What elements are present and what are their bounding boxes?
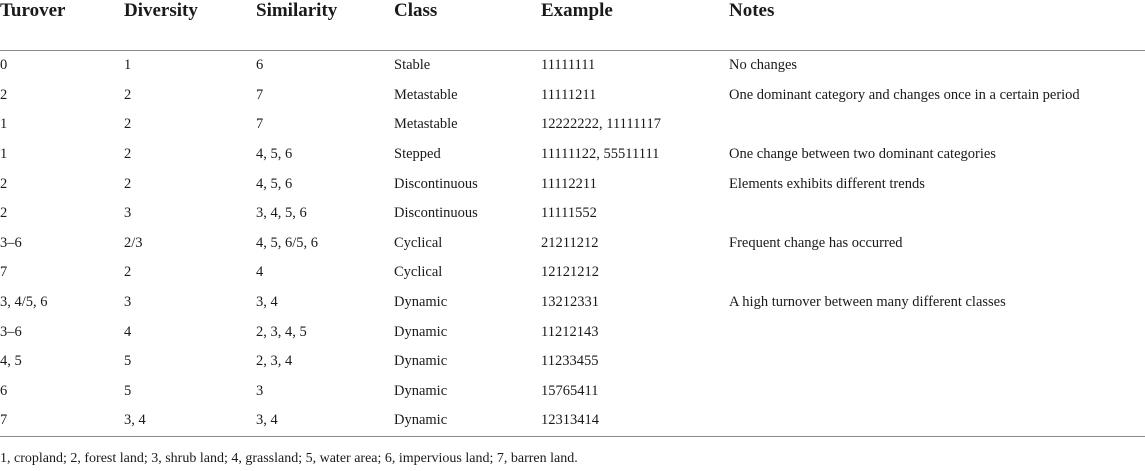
cell-turover: 4, 5 [0,353,22,370]
cell-notes [729,110,1145,140]
cell-notes: One dominant category and changes once in a certain period [729,86,1080,103]
header-class: Class [394,0,541,51]
cell-example: 11111122, 55511111 [541,146,660,163]
cell-turover: 1 [0,146,8,163]
cell-diversity: 2 [124,175,132,192]
header-similarity: Similarity [256,0,394,51]
cell-class: Metastable [394,116,458,133]
cell-diversity: 5 [124,353,132,370]
cell-similarity: 2, 3, 4 [256,353,293,370]
cell-turover: 3, 4/5, 6 [0,294,48,311]
cell-turover: 1 [0,116,8,133]
cell-turover: 7 [0,264,8,281]
cell-class: Cyclical [394,234,443,251]
cell-similarity: 3 [256,382,264,399]
cell-similarity: 3, 4, 5, 6 [256,205,307,222]
cell-diversity: 5 [124,382,132,399]
table-row [0,81,1145,111]
cell-notes [729,406,1145,436]
cell-turover: 3–6 [0,234,22,251]
cell-notes: One change between two dominant categories [729,146,996,163]
table-footnote: 1, cropland; 2, forest land; 3, shrub land; 4, grassland; 5, water area; 6, impervious land; 7, barren land. [0,451,578,466]
cell-notes: Frequent change has occurred [729,234,903,251]
cell-diversity: 1 [124,57,132,74]
cell-diversity: 4 [124,323,132,340]
cell-diversity: 2 [124,116,132,133]
cell-notes [729,199,1145,229]
table-row [0,199,1145,229]
cell-class: Discontinuous [394,205,478,222]
cell-similarity: 4, 5, 6 [256,175,293,192]
table-row [0,140,1145,170]
table-row [0,406,1145,436]
cell-similarity: 4 [256,264,264,281]
cell-notes [729,258,1145,288]
cell-class: Dynamic [394,353,448,370]
cell-example: 11111211 [541,86,597,103]
cell-class: Dynamic [394,294,448,311]
cell-turover: 2 [0,86,8,103]
table-row [0,51,1145,81]
table-row [0,229,1145,259]
cell-similarity: 7 [256,116,264,133]
cell-similarity: 3, 4 [256,406,394,436]
cell-example: 11111552 [541,205,597,222]
cell-notes [729,317,1145,347]
cell-example: 15765411 [541,382,599,399]
cell-example: 21211212 [541,234,599,251]
table-header-row [0,0,1145,51]
header-notes: Notes [729,0,1145,51]
cell-similarity: 7 [256,86,264,103]
cell-diversity: 2 [124,146,132,163]
cell-notes [729,347,1145,377]
cell-example: 12313414 [541,406,729,436]
table-row [0,288,1145,318]
cell-turover: 2 [0,175,8,192]
table-body [0,51,1145,437]
cell-example: 12121212 [541,264,599,281]
cell-notes: No changes [729,57,798,74]
cell-notes [729,377,1145,407]
cell-similarity: 6 [256,57,264,74]
header-example: Example [541,0,729,51]
cell-example: 11212143 [541,323,599,340]
cell-example: 11111111 [541,57,596,74]
cell-example: 11112211 [541,175,597,192]
cell-class: Stepped [394,146,441,163]
table-row [0,169,1145,199]
cell-diversity: 2 [124,264,132,281]
cell-diversity: 3 [124,294,132,311]
header-turover: Turover [0,0,124,51]
cell-example: 13212331 [541,294,599,311]
cell-diversity: 2/3 [124,234,143,251]
header-diversity: Diversity [124,0,256,51]
cell-turover: 3–6 [0,323,22,340]
cell-diversity: 2 [124,86,132,103]
cell-class: Dynamic [394,382,448,399]
table-row [0,317,1145,347]
cell-class: Cyclical [394,264,443,281]
cell-similarity: 4, 5, 6/5, 6 [256,234,319,251]
cell-similarity: 3, 4 [256,294,278,311]
cell-turover: 7 [0,406,124,436]
cell-class: Dynamic [394,323,448,340]
cell-similarity: 4, 5, 6 [256,146,293,163]
cell-example: 12222222, 11111117 [541,116,662,133]
cell-turover: 2 [0,205,8,222]
cell-notes: A high turnover between many different classes [729,294,1006,311]
cell-example: 11233455 [541,353,599,370]
cell-diversity: 3 [124,205,132,222]
table-row [0,377,1145,407]
cell-turover: 6 [0,382,8,399]
cell-class: Discontinuous [394,175,478,192]
cell-diversity: 3, 4 [124,406,256,436]
cell-class: Metastable [394,86,458,103]
table-row [0,347,1145,377]
cell-similarity: 2, 3, 4, 5 [256,323,307,340]
cell-notes: Elements exhibits different trends [729,175,925,192]
table-row [0,258,1145,288]
cell-class: Dynamic [394,406,541,436]
cell-class: Stable [394,57,431,74]
cell-turover: 0 [0,57,8,74]
table-row [0,110,1145,140]
